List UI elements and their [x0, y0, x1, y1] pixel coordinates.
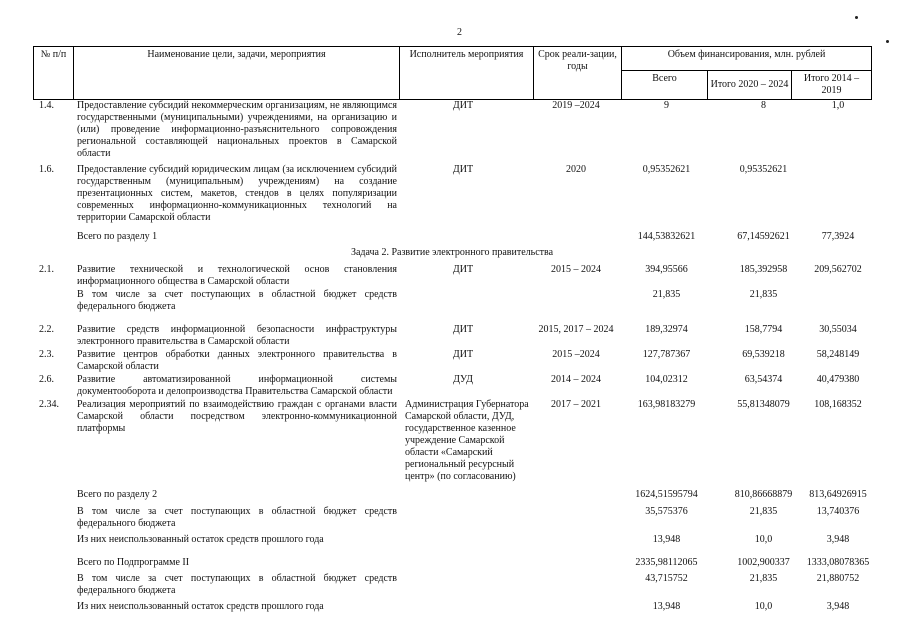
row-description: В том числе за счет поступающих в областной бюджет средств федерального бюджета [77, 289, 397, 312]
row-executor: ДИТ [452, 100, 474, 111]
row-total: 144,53832621 [637, 231, 696, 242]
row-total-2020-2024: 55,81348079 [737, 399, 790, 410]
header-period: Срок реали-зации, годы [534, 47, 622, 100]
row-total-2020-2024: 21,835 [749, 506, 778, 517]
row-total: 0,95352621 [642, 164, 691, 175]
row-total-2020-2024: 21,835 [749, 573, 778, 584]
row-number: 1.6. [39, 164, 54, 175]
row-executor: ДИТ [452, 349, 474, 360]
header-total-2014-2019: Итого 2014 – 2019 [792, 71, 872, 100]
row-period: 2015 – 2024 [551, 264, 601, 275]
row-period: 2014 – 2024 [551, 374, 601, 385]
scan-speck [886, 40, 889, 43]
row-number: 2.3. [39, 349, 54, 360]
header-total-2020-2024: Итого 2020 – 2024 [708, 71, 792, 100]
row-number: 2.2. [39, 324, 54, 335]
row-total-2020-2024: 10,0 [754, 601, 773, 612]
row-number: 2.1. [39, 264, 54, 275]
row-total-2014-2019: 1,0 [831, 100, 845, 111]
row-total-2020-2024: 69,539218 [742, 349, 785, 360]
row-total: 394,95566 [645, 264, 688, 275]
row-executor: Администрация Губернатора Самарской области, ДУД, государственное казенное учреждение Самарской области «Самарский региональный ресурсный центр» (по согласованию) [405, 399, 529, 482]
row-total-2020-2024: 0,95352621 [739, 164, 788, 175]
task-2-title: Задача 2. Развитие электронного правительства [350, 247, 554, 258]
row-total: 127,787367 [642, 349, 691, 360]
header-funding: Объем финансирования, млн. рублей [622, 47, 872, 71]
row-description: Предоставление субсидий юридическим лицам (за исключением субсидий государственным (муниципальным) учреждениям) на создание презентационных систем, макетов, стендов в целях популяризации современных информационно-коммуникационных технологий на территории Самарской области [77, 164, 397, 223]
row-description: В том числе за счет поступающих в областной бюджет средств федерального бюджета [77, 573, 397, 596]
row-total-2020-2024: 185,392958 [739, 264, 788, 275]
row-period: 2017 – 2021 [551, 399, 601, 410]
row-total: 1624,51595794 [635, 489, 698, 500]
scan-speck [855, 16, 858, 19]
header-num: № п/п [34, 47, 74, 100]
row-period: 2015 –2024 [552, 349, 600, 360]
row-total-2020-2024: 810,86668879 [734, 489, 793, 500]
row-total: 13,948 [652, 534, 681, 545]
table-header [33, 46, 872, 100]
row-period: 2019 –2024 [552, 100, 600, 111]
row-total: 43,715752 [645, 573, 688, 584]
row-total-2020-2024: 158,7794 [744, 324, 783, 335]
row-number: 2.6. [39, 374, 54, 385]
row-total-2020-2024: 21,835 [749, 289, 778, 300]
row-executor: ДУД [453, 374, 473, 385]
row-total: 189,32974 [645, 324, 688, 335]
row-executor: ДИТ [452, 324, 474, 335]
header-executor: Исполнитель мероприятия [400, 47, 534, 100]
row-period: 2020 [566, 164, 586, 175]
row-total-2014-2019: 209,562702 [814, 264, 862, 275]
row-total-2020-2024: 10,0 [754, 534, 773, 545]
row-total-2020-2024: 63,54374 [744, 374, 783, 385]
row-number: 2.34. [39, 399, 59, 410]
header-name: Наименование цели, задачи, мероприятия [74, 47, 400, 100]
row-period: 2015, 2017 – 2024 [538, 324, 614, 335]
row-description: В том числе за счет поступающих в областной бюджет средств федерального бюджета [77, 506, 397, 529]
row-total: 9 [664, 100, 669, 111]
row-total-2014-2019: 1333,08078365 [806, 557, 870, 568]
row-description: Всего по разделу 1 [77, 231, 158, 242]
row-total-2014-2019: 58,248149 [816, 349, 860, 360]
row-description: Из них неиспользованный остаток средств прошлого года [77, 534, 324, 545]
header-total: Всего [622, 71, 708, 100]
row-description: Развитие технической и технологической основ становления информационного общества в Самарской области [77, 264, 397, 287]
row-total: 104,02312 [645, 374, 688, 385]
row-total: 2335,98112065 [635, 557, 698, 568]
page-number: 2 [457, 27, 462, 38]
row-total-2020-2024: 67,14592621 [737, 231, 790, 242]
row-total: 163,98183279 [637, 399, 696, 410]
row-total-2014-2019: 77,3924 [821, 231, 855, 242]
row-total: 35,575376 [645, 506, 688, 517]
row-total-2014-2019: 30,55034 [819, 324, 857, 335]
row-total-2014-2019: 813,64926915 [809, 489, 867, 500]
row-number: 1.4. [39, 100, 54, 111]
row-description: Развитие центров обработки данных электронного правительства в Самарской области [77, 349, 397, 372]
row-description: Предоставление субсидий некоммерческим организациям, не являющимся государственными (муниципальными) учреждениями, на организацию и (или) проведение информационно-разъяснительного сопровождения региональной составляющей национальных проектов в Самарской области [77, 100, 397, 159]
row-description: Развитие средств информационной безопасности инфраструктуры электронного правительства в Самарской области [77, 324, 397, 347]
row-total-2020-2024: 8 [761, 100, 766, 111]
row-total-2014-2019: 108,168352 [814, 399, 862, 410]
row-total-2014-2019: 3,948 [826, 601, 850, 612]
row-total-2020-2024: 1002,900337 [737, 557, 790, 568]
row-description: Развитие автоматизированной информационной системы документооборота и делопроизводства Правительства Самарской области [77, 374, 397, 397]
row-total-2014-2019: 13,740376 [816, 506, 860, 517]
row-description: Из них неиспользованный остаток средств прошлого года [77, 601, 324, 612]
row-total-2014-2019: 21,880752 [816, 573, 860, 584]
row-description: Всего по Подпрограмме II [77, 557, 190, 568]
row-description: Всего по разделу 2 [77, 489, 158, 500]
row-description: Реализация мероприятий по взаимодействию граждан с органами власти Самарской области посредством электронно-коммуникационной платформы [77, 399, 397, 434]
row-total-2014-2019: 40,479380 [816, 374, 860, 385]
row-total: 13,948 [652, 601, 681, 612]
row-executor: ДИТ [452, 164, 474, 175]
row-total: 21,835 [652, 289, 681, 300]
row-executor: ДИТ [452, 264, 474, 275]
table-body [33, 100, 871, 620]
row-total-2014-2019: 3,948 [826, 534, 850, 545]
